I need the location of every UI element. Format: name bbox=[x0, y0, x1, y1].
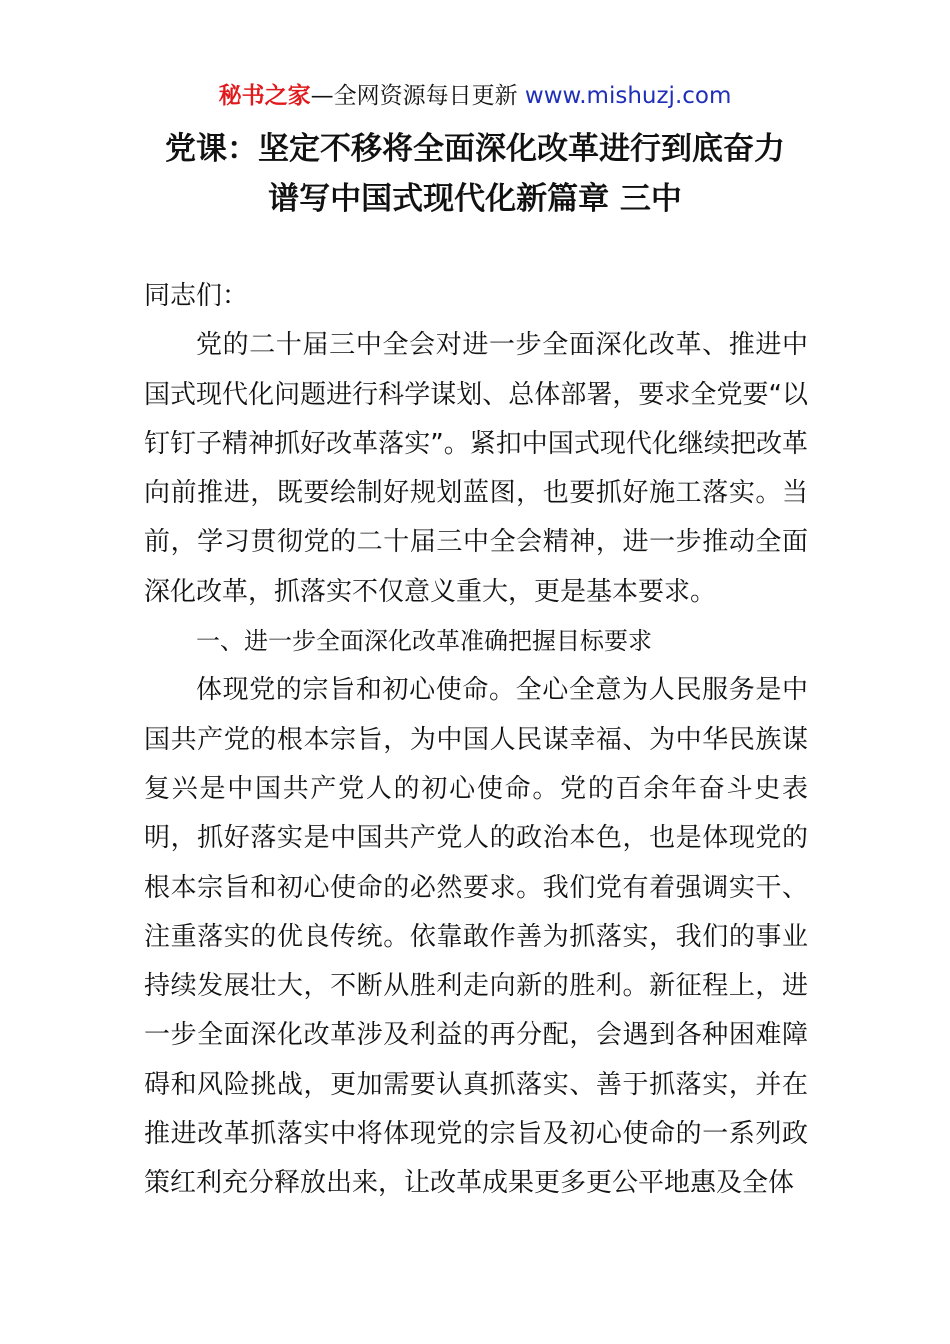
site-url-link[interactable]: www.mishuzj.com bbox=[524, 83, 732, 109]
document-title bbox=[60, 124, 890, 224]
paragraph-intro: 党的二十届三中全会对进一步全面深化改革、推进中国式现代化问题进行科学谋划、总体部署，要求全党要“以钉钉子精神抓好改革落实”。紧扣中国式现代化继续把改革向前推进，既要绘制好规划蓝图，也要抓好施工落实。当前，学习贯彻党的二十届三中全会精神，进一步推动全面深化改革，抓落实不仅意义重大，更是基本要求。 bbox=[144, 330, 808, 607]
greeting: 同志们： bbox=[144, 281, 249, 311]
title-line-1: 党课：坚定不移将全面深化改革进行到底奋力 bbox=[165, 131, 785, 167]
title-line-2: 谱写中国式现代化新篇章 三中 bbox=[268, 181, 682, 217]
paragraph-purpose: 体现党的宗旨和初心使命。全心全意为人民服务是中国共产党的根本宗旨，为中国人民谋幸福、为中华民族谋复兴是中国共产党人的初心使命。党的百余年奋斗史表明，抓好落实是中国共产党人的政治本色，也是体现党的根本宗旨和初心使命的必然要求。我们党有着强调实干、注重落实的优良传统。依靠敢作善为抓落实，我们的事业持续发展壮大，不断从胜利走向新的胜利。新征程上，进一步全面深化改革涉及利益的再分配，会遇到各种困难障碍和风险挑战，更加需要认真抓落实、善于抓落实，并在推进改革抓落实中将体现党的宗旨及初心使命的一系列政策红利充分释放出来，让改革成果更多更公平地惠及全体 bbox=[144, 675, 808, 1199]
site-tagline: —全网资源每日更新 bbox=[310, 83, 525, 109]
site-brand: 秘书之家 bbox=[218, 83, 311, 109]
section-heading-1: 一、进一步全面深化改革准确把握目标要求 bbox=[196, 627, 652, 656]
site-header bbox=[0, 80, 950, 112]
document-body bbox=[144, 272, 808, 1209]
